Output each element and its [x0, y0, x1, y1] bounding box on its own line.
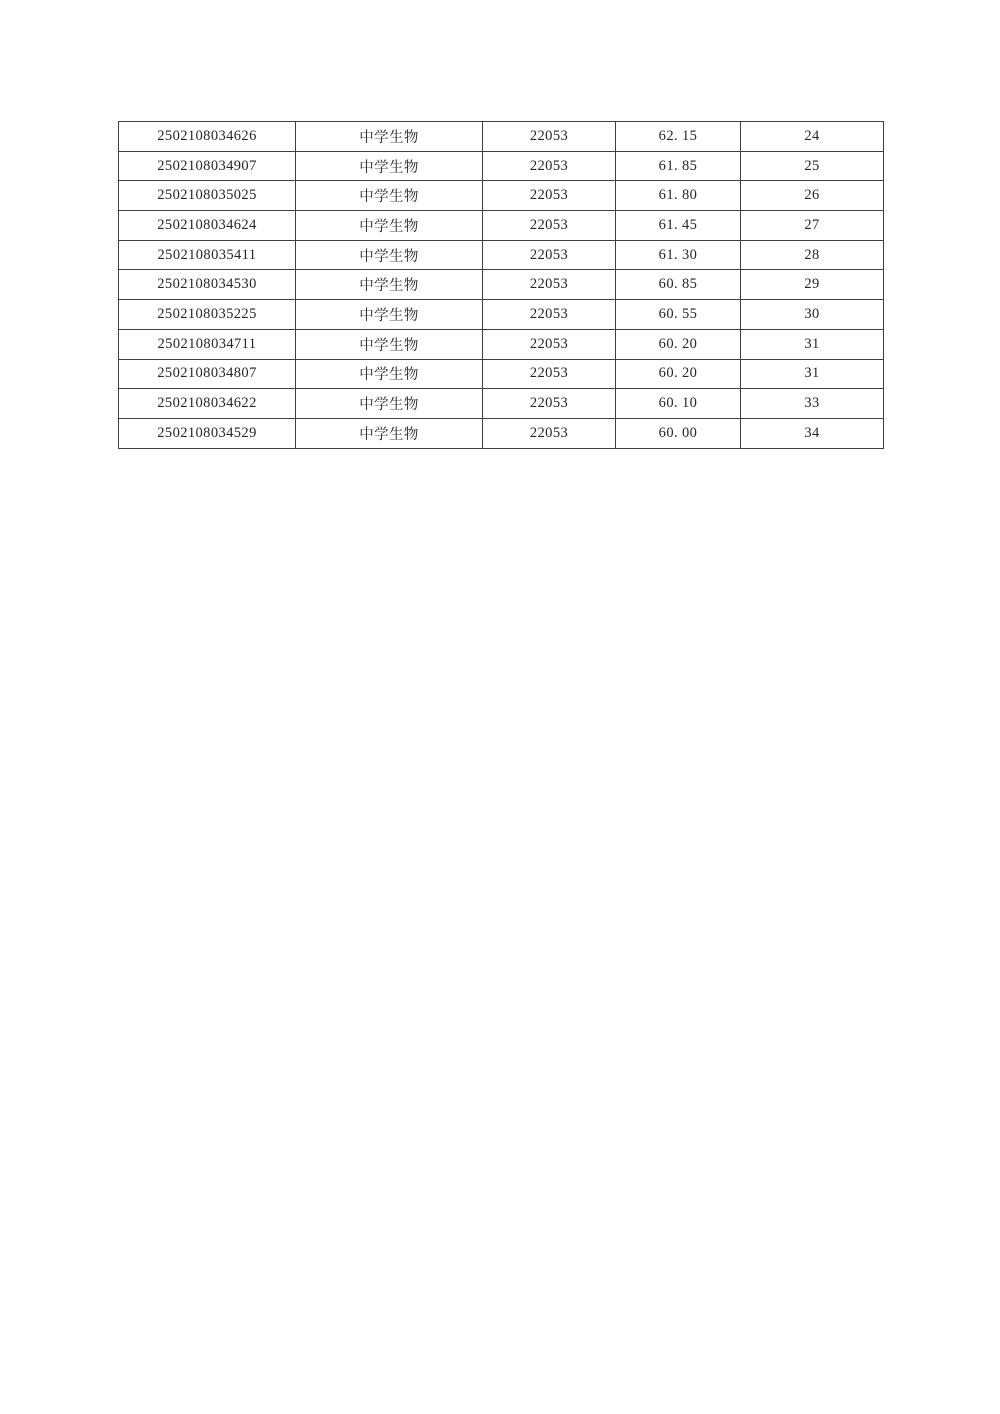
candidate-id-cell: 2502108034624 — [119, 211, 296, 241]
rank-cell: 31 — [741, 329, 884, 359]
score-cell: 60. 55 — [616, 300, 741, 330]
code-cell: 22053 — [483, 329, 616, 359]
candidate-id-cell: 2502108034626 — [119, 122, 296, 152]
score-cell: 61. 30 — [616, 240, 741, 270]
candidate-id-cell: 2502108035025 — [119, 181, 296, 211]
rank-cell: 29 — [741, 270, 884, 300]
candidate-id-cell: 2502108034711 — [119, 329, 296, 359]
subject-cell: 中学生物 — [296, 181, 483, 211]
subject-cell: 中学生物 — [296, 418, 483, 448]
score-cell: 61. 80 — [616, 181, 741, 211]
table-row — [119, 270, 884, 300]
subject-cell: 中学生物 — [296, 300, 483, 330]
table-row — [119, 151, 884, 181]
rank-cell: 24 — [741, 122, 884, 152]
table-row — [119, 240, 884, 270]
subject-cell: 中学生物 — [296, 211, 483, 241]
candidate-id-cell: 2502108034529 — [119, 418, 296, 448]
code-cell: 22053 — [483, 300, 616, 330]
code-cell: 22053 — [483, 418, 616, 448]
results-table — [118, 121, 884, 449]
rank-cell: 31 — [741, 359, 884, 389]
score-cell: 61. 45 — [616, 211, 741, 241]
table-row — [119, 389, 884, 419]
code-cell: 22053 — [483, 240, 616, 270]
candidate-id-cell: 2502108034622 — [119, 389, 296, 419]
subject-cell: 中学生物 — [296, 151, 483, 181]
score-cell: 60. 20 — [616, 329, 741, 359]
results-table-body — [119, 122, 884, 449]
subject-cell: 中学生物 — [296, 329, 483, 359]
code-cell: 22053 — [483, 151, 616, 181]
code-cell: 22053 — [483, 359, 616, 389]
score-cell: 62. 15 — [616, 122, 741, 152]
subject-cell: 中学生物 — [296, 240, 483, 270]
rank-cell: 30 — [741, 300, 884, 330]
table-row — [119, 122, 884, 152]
subject-cell: 中学生物 — [296, 122, 483, 152]
candidate-id-cell: 2502108035225 — [119, 300, 296, 330]
table-row — [119, 181, 884, 211]
rank-cell: 34 — [741, 418, 884, 448]
rank-cell: 33 — [741, 389, 884, 419]
score-cell: 61. 85 — [616, 151, 741, 181]
score-cell: 60. 00 — [616, 418, 741, 448]
table-row — [119, 418, 884, 448]
candidate-id-cell: 2502108034530 — [119, 270, 296, 300]
code-cell: 22053 — [483, 270, 616, 300]
subject-cell: 中学生物 — [296, 389, 483, 419]
table-row — [119, 329, 884, 359]
candidate-id-cell: 2502108034807 — [119, 359, 296, 389]
table-row — [119, 211, 884, 241]
rank-cell: 25 — [741, 151, 884, 181]
code-cell: 22053 — [483, 181, 616, 211]
score-cell: 60. 20 — [616, 359, 741, 389]
rank-cell: 28 — [741, 240, 884, 270]
table-row — [119, 300, 884, 330]
candidate-id-cell: 2502108035411 — [119, 240, 296, 270]
code-cell: 22053 — [483, 389, 616, 419]
code-cell: 22053 — [483, 122, 616, 152]
subject-cell: 中学生物 — [296, 359, 483, 389]
code-cell: 22053 — [483, 211, 616, 241]
rank-cell: 27 — [741, 211, 884, 241]
score-cell: 60. 85 — [616, 270, 741, 300]
candidate-id-cell: 2502108034907 — [119, 151, 296, 181]
subject-cell: 中学生物 — [296, 270, 483, 300]
rank-cell: 26 — [741, 181, 884, 211]
score-cell: 60. 10 — [616, 389, 741, 419]
table-row — [119, 359, 884, 389]
